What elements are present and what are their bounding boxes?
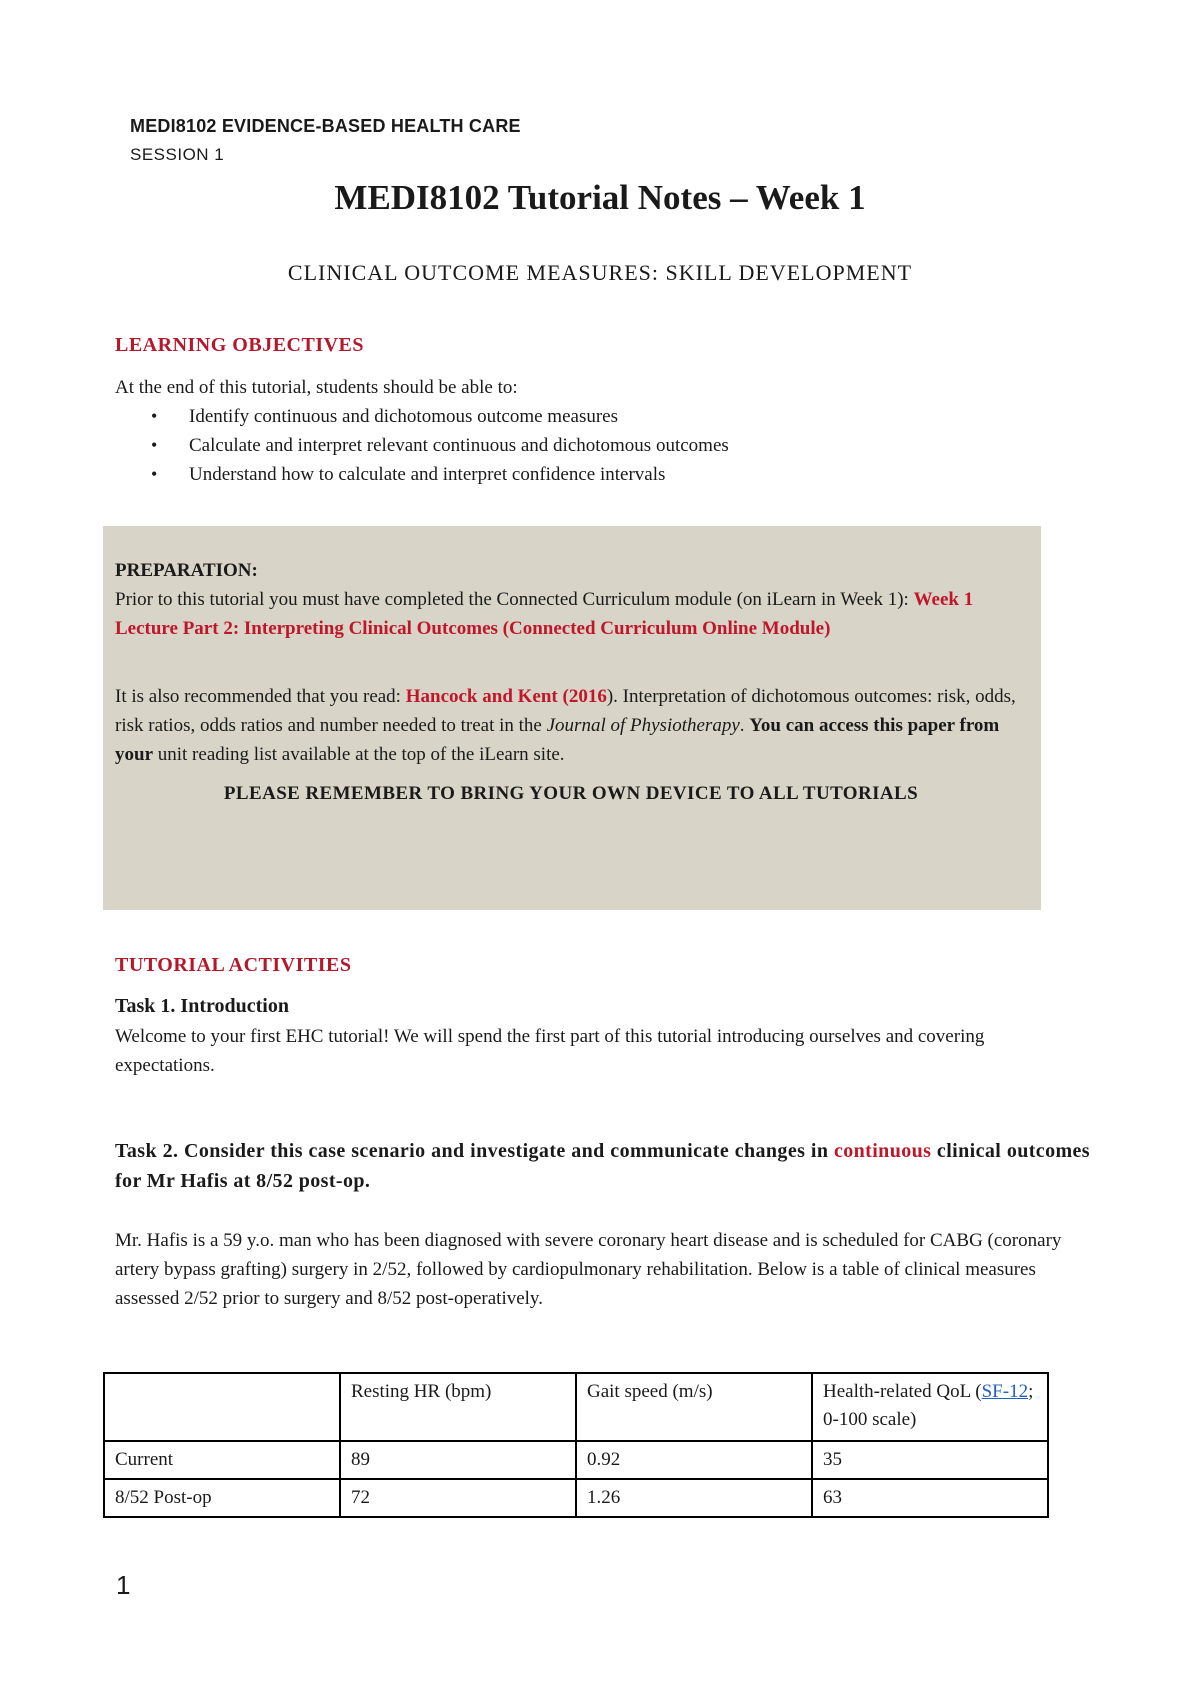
preparation-heading: PREPARATION: (115, 560, 258, 581)
page-number: 1 (116, 1570, 131, 1600)
session-label: SESSION 1 (130, 145, 225, 164)
list-item: • Understand how to calculate and interpret confidence intervals (115, 460, 729, 489)
table-cell: 89 (340, 1441, 576, 1479)
preparation-paragraph-1: Prior to this tutorial you must have completed the Connected Curriculum module (on iLearn in Week 1): Week 1 Lecture Part 2: Interpreting Clinical Outcomes (Connected Curriculum Online Module) (115, 589, 974, 639)
clinical-measures-table (103, 1372, 1049, 1518)
bullet-icon: • (151, 406, 158, 426)
table-header-cell: Resting HR (bpm) (340, 1373, 576, 1441)
table-cell: 1.26 (576, 1479, 812, 1517)
sf12-link[interactable]: SF-12 (981, 1381, 1029, 1402)
task1-text: Welcome to your first EHC tutorial! We will spend the first part of this tutorial introducing ourselves and covering expectations. (115, 1026, 985, 1076)
table-cell: 8/52 Post-op (104, 1479, 340, 1517)
list-item: • Calculate and interpret relevant continuous and dichotomous outcomes (115, 431, 729, 460)
bullet-icon: • (151, 464, 158, 484)
bullet-icon: • (151, 435, 158, 455)
table-cell: Current (104, 1441, 340, 1479)
objectives-list (115, 402, 729, 489)
case-scenario-text: Mr. Hafis is a 59 y.o. man who has been diagnosed with severe coronary heart disease and is scheduled for CABG (coronary artery bypass grafting) surgery in 2/52, followed by cardiopulmonary rehabilitation. Below is a table of clinical measures assessed 2/52 prior to surgery and 8/52 post-operatively. (115, 1230, 1062, 1309)
table-cell: 35 (812, 1441, 1048, 1479)
learning-objectives-heading: LEARNING OBJECTIVES (115, 334, 365, 356)
table-row (104, 1479, 1048, 1517)
module-title: Week 1 Lecture Part 2: Interpreting Clinical Outcomes (Connected Curriculum Online Module) (115, 589, 974, 639)
page-subtitle: CLINICAL OUTCOME MEASURES: SKILL DEVELOPMENT (287, 260, 913, 285)
preparation-box (103, 526, 1041, 910)
table-header-cell (104, 1373, 340, 1441)
table-header-cell: Gait speed (m/s) (576, 1373, 812, 1441)
table-cell: 63 (812, 1479, 1048, 1517)
page-title: MEDI8102 Tutorial Notes – Week 1 (334, 178, 866, 217)
objectives-intro: At the end of this tutorial, students should be able to: (115, 377, 518, 398)
reading-reference: Hancock and Kent (2016 (405, 686, 607, 707)
course-header: MEDI8102 EVIDENCE-BASED HEALTH CARE (130, 116, 521, 136)
table-cell: 0.92 (576, 1441, 812, 1479)
table-header-row (104, 1373, 1048, 1441)
task1-heading: Task 1. Introduction (115, 995, 289, 1017)
preparation-paragraph-2: It is also recommended that you read: Hancock and Kent (2016). Interpretation of dichotomous outcomes: risk, odds, risk ratios, odds ratios and number needed to treat in the Journal of Physiotherapy. You can access this paper from your unit reading list available at the top of the iLearn site. (115, 686, 1016, 765)
list-item: • Identify continuous and dichotomous outcome measures (115, 402, 729, 431)
task2-heading: Task 2. Consider this case scenario and investigate and communicate changes in continuous clinical outcomes for Mr Hafis at 8/52 post-op. (115, 1140, 1090, 1192)
table-row (104, 1441, 1048, 1479)
table-header-cell: Health-related QoL (SF-12; 0-100 scale) (812, 1373, 1048, 1441)
device-reminder: PLEASE REMEMBER TO BRING YOUR OWN DEVICE TO ALL TUTORIALS (223, 783, 919, 804)
table-cell: 72 (340, 1479, 576, 1517)
tutorial-activities-heading: TUTORIAL ACTIVITIES (115, 954, 352, 976)
